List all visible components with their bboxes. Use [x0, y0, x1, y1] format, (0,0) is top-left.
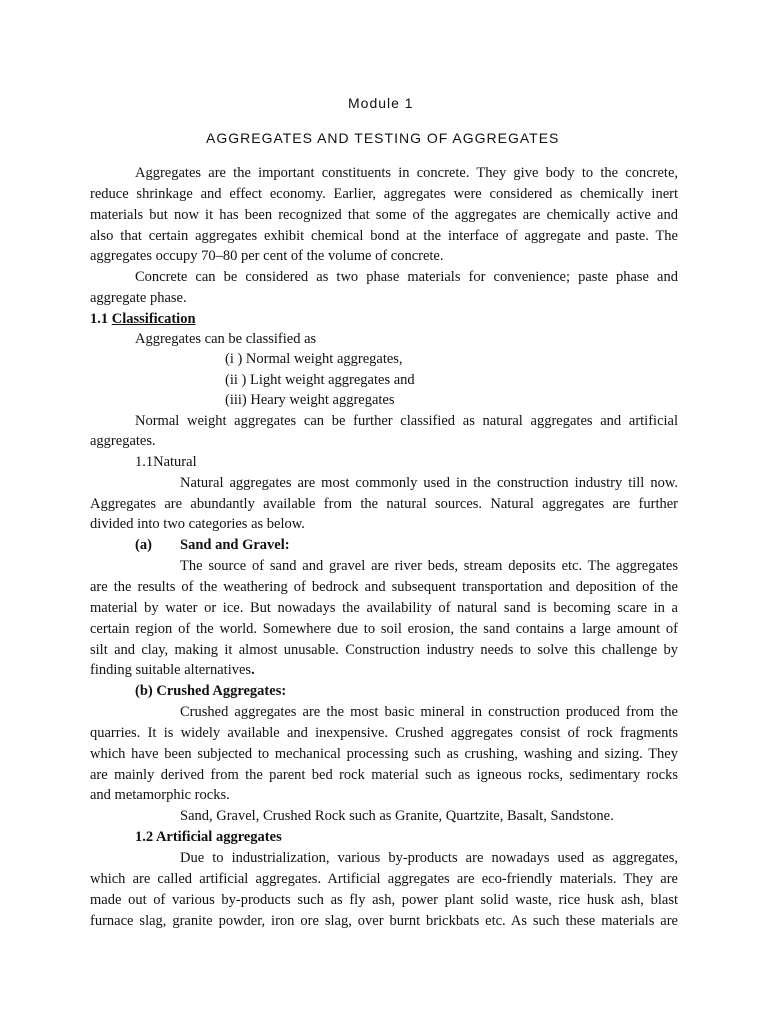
- classification-intro: Aggregates can be classified as: [135, 331, 317, 347]
- artificial-line-2: which are called artificial aggregates. Artificial aggregates are eco-friendly materials. They are: [90, 871, 678, 887]
- module-label: Module 1: [348, 95, 414, 111]
- classification-item-1: (i ) Normal weight aggregates,: [225, 351, 403, 367]
- normal-weight-line-2: aggregates.: [90, 433, 156, 449]
- sand-gravel-line-5: silt and clay, making it almost unusable. Construction industry needs to solve this challenge by: [90, 642, 678, 658]
- artificial-line-1: Due to industrialization, various by-products are nowadays used as aggregates,: [180, 850, 678, 866]
- sand-gravel-last-period: .: [251, 662, 255, 678]
- sand-gravel-line-4: certain region of the world. Somewhere due to soil erosion, the sand contains a large amount of: [90, 621, 678, 637]
- intro-line-1: Aggregates are the important constituents in concrete. They give body to the concrete,: [135, 165, 678, 181]
- natural-line-2: Aggregates are abundantly available from the natural sources. Natural aggregates are further: [90, 496, 678, 512]
- crushed-line-2: quarries. It is widely available and inexpensive. Crushed aggregates consist of rock fragments: [90, 725, 678, 741]
- artificial-heading: 1.2 Artificial aggregates: [135, 829, 282, 845]
- crushed-last-line: and metamorphic rocks.: [90, 787, 230, 803]
- classification-item-3: (iii) Heary weight aggregates: [225, 392, 395, 408]
- phase-line-2: aggregate phase.: [90, 290, 187, 306]
- intro-line-2: reduce shrinkage and effect economy. Earlier, aggregates were considered as chemically inert: [90, 186, 678, 202]
- normal-weight-line-1: Normal weight aggregates can be further classified as natural aggregates and artificial: [135, 413, 678, 429]
- intro-last-line: aggregates occupy 70–80 per cent of the volume of concrete.: [90, 248, 444, 264]
- intro-line-3: materials but now it has been recognized that some of the aggregates are chemically active and: [90, 207, 678, 223]
- artificial-line-3: made out of various by-products such as fly ash, power plant solid waste, rice husk ash, blast: [90, 892, 678, 908]
- sand-gravel-label: (a): [135, 537, 152, 553]
- page-title: AGGREGATES AND TESTING OF AGGREGATES: [206, 130, 560, 146]
- crushed-examples: Sand, Gravel, Crushed Rock such as Granite, Quartzite, Basalt, Sandstone.: [180, 808, 614, 824]
- sand-gravel-last-text: finding suitable alternatives: [90, 662, 252, 678]
- sand-gravel-line-1: The source of sand and gravel are river beds, stream deposits etc. The aggregates: [180, 558, 678, 574]
- crushed-line-4: are mainly derived from the parent bed rock material such as igneous rocks, sedimentary rocks: [90, 767, 678, 783]
- natural-heading: 1.1Natural: [135, 454, 197, 470]
- classification-item-2: (ii ) Light weight aggregates and: [225, 372, 415, 388]
- classification-title: Classification: [111, 311, 196, 327]
- crushed-line-3: which have been subjected to mechanical processing such as crushing, washing and sizing. They: [90, 746, 678, 762]
- natural-last-line: divided into two categories as below.: [90, 516, 305, 532]
- sand-gravel-line-2: are the results of the weathering of bedrock and subsequent transportation and deposition of the: [90, 579, 678, 595]
- phase-line-1: Concrete can be considered as two phase materials for convenience; paste phase and: [135, 269, 678, 285]
- crushed-heading: (b) Crushed Aggregates:: [135, 683, 287, 699]
- natural-line-1: Natural aggregates are most commonly used in the construction industry till now.: [180, 475, 678, 491]
- classification-number: 1.1: [90, 311, 109, 327]
- sand-gravel-last-line: [90, 660, 255, 680]
- intro-line-4: also that certain aggregates exhibit chemical bond at the interface of aggregate and paste. The: [90, 228, 678, 244]
- crushed-line-1: Crushed aggregates are the most basic mineral in construction produced from the: [180, 704, 678, 720]
- sand-gravel-line-3: material by water or ice. But nowadays the availability of natural sand is becoming scare in a: [90, 600, 678, 616]
- classification-heading: [90, 309, 196, 329]
- sand-gravel-heading: Sand and Gravel:: [180, 537, 290, 553]
- artificial-line-4: furnace slag, granite powder, iron ore slag, over burnt brickbats etc. As such these materials are: [90, 913, 678, 929]
